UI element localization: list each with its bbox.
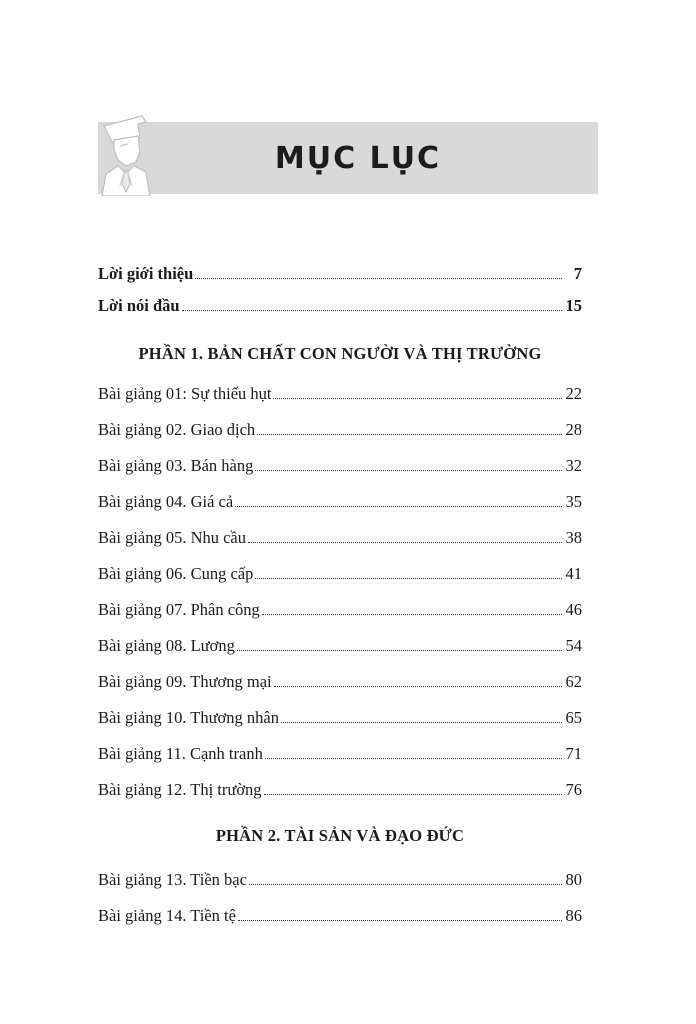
toc-entry-label: Bài giảng 12. Thị trường [98,780,262,799]
toc-entry[interactable] [98,560,582,584]
toc-entry-page: 86 [565,906,582,925]
dot-leader [257,434,562,435]
toc-entry[interactable] [98,380,582,404]
toc-entry-page: 54 [565,636,582,655]
toc-entry-label: Lời nói đầu [98,296,180,315]
toc-entry[interactable] [98,740,582,764]
dot-leader [255,470,562,471]
toc-entry-page: 15 [565,296,582,315]
toc-entry-page: 7 [573,264,582,283]
toc-entry-page: 71 [565,744,582,763]
dot-leader [249,884,562,885]
toc-entry-page: 32 [565,456,582,475]
dot-leader [274,686,562,687]
toc-entry[interactable] [98,668,582,692]
toc-entry-label: Bài giảng 05. Nhu cầu [98,528,247,547]
toc-entry[interactable] [98,452,582,476]
toc-entry-page: 35 [565,492,582,511]
dot-leader [195,278,562,279]
toc-entry-page: 62 [565,672,582,691]
toc-entry-label: Bài giảng 02. Giao dịch [98,420,256,439]
dot-leader [182,310,562,311]
toc-entry[interactable] [98,488,582,512]
toc-entry-page: 38 [565,528,582,547]
toc-entry-loi-gioi-thieu[interactable] [98,260,582,284]
dot-leader [273,398,562,399]
page-title: MỤC LỤC [274,140,442,176]
part-1-heading: PHẦN 1. BẢN CHẤT CON NGƯỜI VÀ THỊ TRƯỜNG [138,344,542,363]
toc-entry-label: Bài giảng 08. Lương [98,636,235,655]
toc-entry-label: Bài giảng 09. Thương mại [98,672,272,691]
toc-entry-page: 28 [565,420,582,439]
dot-leader [248,542,562,543]
dot-leader [264,794,562,795]
toc-entry[interactable] [98,902,582,926]
toc-entry[interactable] [98,866,582,890]
toc-entry-label: Bài giảng 07. Phân công [98,600,260,619]
toc-entry-page: 76 [565,780,582,799]
toc-entry-page: 46 [565,600,582,619]
toc-entry-page: 41 [565,564,582,583]
toc-entry-page: 22 [565,384,582,403]
toc-entry-label: Bài giảng 01: Sự thiếu hụt [98,384,272,403]
toc-entry[interactable] [98,704,582,728]
dot-leader [265,758,562,759]
toc-entry-label: Lời giới thiệu [98,264,194,283]
toc-entry-page: 80 [565,870,582,889]
toc-entry-label: Bài giảng 11. Cạnh tranh [98,744,263,763]
toc-entry[interactable] [98,776,582,800]
toc-entry[interactable] [98,632,582,656]
toc-entry[interactable] [98,416,582,440]
toc-entry-loi-noi-dau[interactable] [98,292,582,316]
toc-entry-label: Bài giảng 04. Giá cả [98,492,234,511]
dot-leader [255,578,562,579]
toc-entry-label: Bài giảng 03. Bán hàng [98,456,254,475]
dot-leader [235,506,562,507]
toc-entry-label: Bài giảng 13. Tiền bạc [98,870,247,889]
dot-leader [238,920,562,921]
toc-entry-page: 65 [565,708,582,727]
toc-entry-label: Bài giảng 06. Cung cấp [98,564,254,583]
dot-leader [281,722,562,723]
toc-entry[interactable] [98,596,582,620]
part-2-heading: PHẦN 2. TÀI SẢN VÀ ĐẠO ĐỨC [215,826,465,845]
toc-entry-label: Bài giảng 14. Tiền tệ [98,906,236,925]
dot-leader [237,650,562,651]
toc-entry-label: Bài giảng 10. Thương nhân [98,708,279,727]
toc-entry[interactable] [98,524,582,548]
dot-leader [262,614,562,615]
